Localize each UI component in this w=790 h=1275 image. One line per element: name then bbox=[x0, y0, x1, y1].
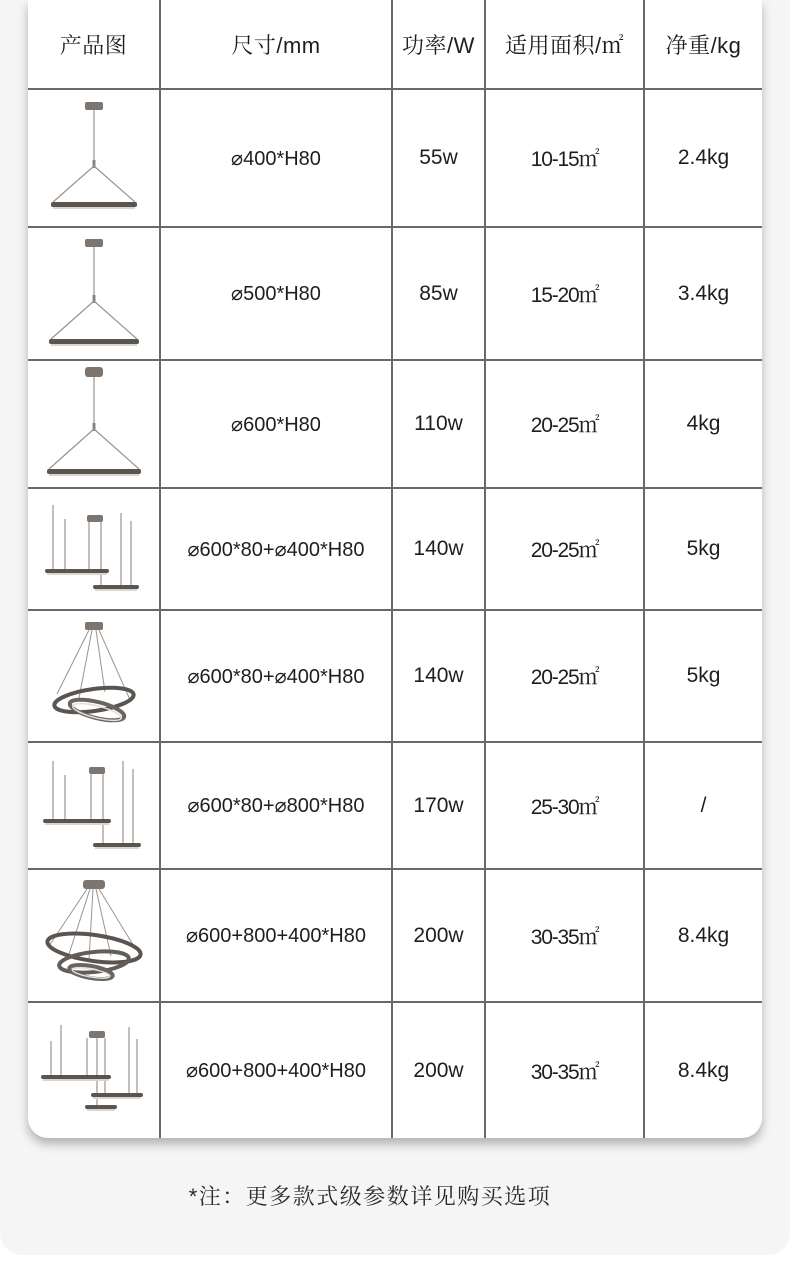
area-cell: 30-35㎡ bbox=[485, 869, 644, 1002]
header-product-image: 产品图 bbox=[28, 0, 160, 89]
spec-table bbox=[28, 0, 762, 1138]
size-cell: ⌀600*80+⌀400*H80 bbox=[160, 610, 392, 742]
product-image-cell bbox=[28, 1002, 160, 1138]
area-cell: 25-30㎡ bbox=[485, 742, 644, 869]
table-row bbox=[28, 360, 762, 488]
header-area: 适用面积/㎡ bbox=[485, 0, 644, 89]
table-row bbox=[28, 1002, 762, 1138]
product-image-cell bbox=[28, 227, 160, 360]
two-ring-tilted-pendant-lamp-icon bbox=[39, 616, 149, 736]
product-image-cell bbox=[28, 869, 160, 1002]
power-cell: 55w bbox=[392, 89, 485, 227]
power-cell: 140w bbox=[392, 488, 485, 610]
weight-cell: 2.4kg bbox=[644, 89, 762, 227]
size-cell: ⌀600+800+400*H80 bbox=[160, 1002, 392, 1138]
header-size: 尺寸/mm bbox=[160, 0, 392, 89]
table-row bbox=[28, 742, 762, 869]
weight-cell: 5kg bbox=[644, 488, 762, 610]
area-cell: 10-15㎡ bbox=[485, 89, 644, 227]
product-image-cell bbox=[28, 488, 160, 610]
size-cell: ⌀400*H80 bbox=[160, 89, 392, 227]
power-cell: 110w bbox=[392, 360, 485, 488]
size-cell: ⌀600*80+⌀400*H80 bbox=[160, 488, 392, 610]
header-weight: 净重/kg bbox=[644, 0, 762, 89]
spec-table-card bbox=[28, 0, 762, 1138]
table-header-row bbox=[28, 0, 762, 89]
table-row bbox=[28, 89, 762, 227]
header-power: 功率/W bbox=[392, 0, 485, 89]
table-row bbox=[28, 488, 762, 610]
product-image-cell bbox=[28, 360, 160, 488]
table-row bbox=[28, 227, 762, 360]
three-ring-tilted-pendant-lamp-icon bbox=[39, 876, 149, 996]
weight-cell: 5kg bbox=[644, 610, 762, 742]
size-cell: ⌀500*H80 bbox=[160, 227, 392, 360]
footnote: *注：更多款式级参数详见购买选项 bbox=[188, 1184, 552, 1209]
single-ring-pendant-lamp-icon bbox=[39, 231, 149, 356]
two-ring-staggered-pendant-lamp-icon bbox=[39, 753, 149, 858]
product-image-cell bbox=[28, 89, 160, 227]
single-ring-pendant-lamp-icon bbox=[39, 96, 149, 221]
power-cell: 140w bbox=[392, 610, 485, 742]
weight-cell: 8.4kg bbox=[644, 869, 762, 1002]
product-image-cell bbox=[28, 610, 160, 742]
table-row bbox=[28, 610, 762, 742]
weight-cell: 8.4kg bbox=[644, 1002, 762, 1138]
area-cell: 20-25㎡ bbox=[485, 360, 644, 488]
size-cell: ⌀600*80+⌀800*H80 bbox=[160, 742, 392, 869]
area-cell: 20-25㎡ bbox=[485, 488, 644, 610]
three-ring-staggered-pendant-lamp-icon bbox=[39, 1021, 149, 1121]
power-cell: 200w bbox=[392, 1002, 485, 1138]
size-cell: ⌀600*H80 bbox=[160, 360, 392, 488]
single-ring-pendant-lamp-icon bbox=[39, 363, 149, 485]
power-cell: 200w bbox=[392, 869, 485, 1002]
size-cell: ⌀600+800+400*H80 bbox=[160, 869, 392, 1002]
two-ring-staggered-pendant-lamp-icon bbox=[39, 499, 149, 599]
area-cell: 15-20㎡ bbox=[485, 227, 644, 360]
area-cell: 20-25㎡ bbox=[485, 610, 644, 742]
weight-cell: 4kg bbox=[644, 360, 762, 488]
weight-cell: 3.4kg bbox=[644, 227, 762, 360]
area-cell: 30-35㎡ bbox=[485, 1002, 644, 1138]
weight-cell: / bbox=[644, 742, 762, 869]
product-image-cell bbox=[28, 742, 160, 869]
table-row bbox=[28, 869, 762, 1002]
power-cell: 170w bbox=[392, 742, 485, 869]
power-cell: 85w bbox=[392, 227, 485, 360]
